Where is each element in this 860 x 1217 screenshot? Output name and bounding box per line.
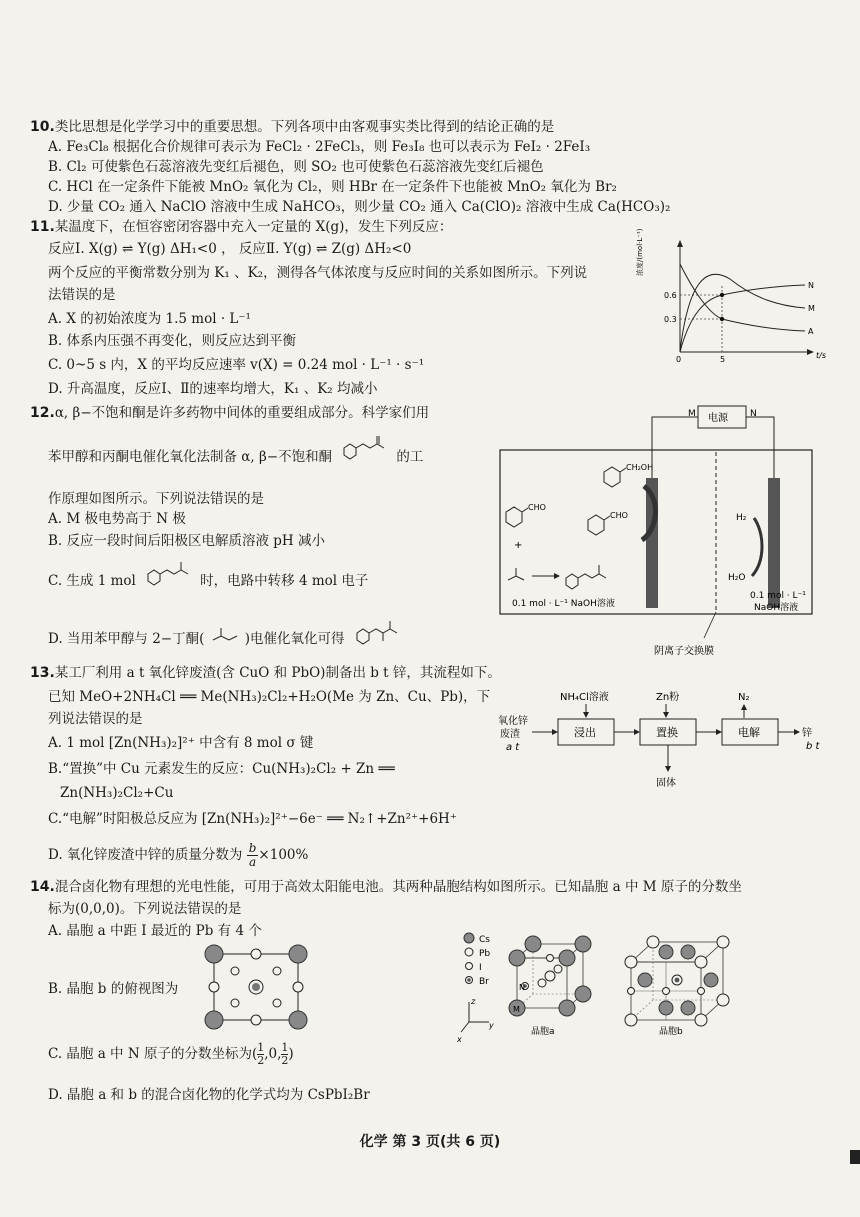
svg-text:NaOH溶液: NaOH溶液 bbox=[754, 603, 799, 613]
q14-stem1: 14.混合卤化物有理想的光电性能，可用于高效太阳能电池。其两种晶胞结构如图所示。已知晶胞 a 中 M 原子的分数坐 bbox=[30, 879, 742, 895]
q13-option-b1: B.“置换”中 Cu 元素发生的反应：Cu(NH₃)₂Cl₂ + Zn ══ bbox=[48, 761, 395, 777]
q13-stem3: 列说法错误的是 bbox=[48, 711, 143, 727]
q13-option-a: A. 1 mol [Zn(NH₃)₂]²⁺ 中含有 8 mol σ 键 bbox=[48, 735, 314, 751]
svg-text:Zn粉: Zn粉 bbox=[656, 692, 680, 703]
svg-text:x: x bbox=[457, 1035, 462, 1044]
svg-text:M: M bbox=[688, 409, 696, 419]
q12-stem2: 苯甲醇和丙酮电催化氧化法制备 α, β−不饱和酮 的工 bbox=[48, 448, 423, 466]
curve-n bbox=[680, 285, 805, 352]
svg-text:Br: Br bbox=[479, 977, 489, 987]
q10-stem: 10.类比思想是化学学习中的重要思想。下列各项中由客观事实类比得到的结论正确的是 bbox=[30, 119, 555, 135]
q14-option-b: B. 晶胞 b 的俯视图为 bbox=[48, 981, 179, 997]
graph-y-tick-06: 0.6 bbox=[664, 291, 677, 300]
svg-text:+: + bbox=[514, 540, 523, 551]
svg-text:置换: 置换 bbox=[656, 726, 678, 739]
svg-text:Cs: Cs bbox=[479, 935, 490, 945]
cell-b-top-view bbox=[200, 944, 312, 1030]
q10-option-a: A. Fe₃Cl₈ 根据化合价规律可表示为 FeCl₂ · 2FeCl₃，则 Fe₃I₈ 也可以表示为 FeI₂ · 2FeI₃ bbox=[48, 139, 591, 155]
svg-text:CH₂OH: CH₂OH bbox=[626, 463, 654, 472]
svg-text:N₂: N₂ bbox=[738, 692, 750, 703]
q11-option-d: D. 升高温度，反应Ⅰ、Ⅱ的速率均增大，K₁ 、K₂ 均减小 bbox=[48, 381, 378, 397]
svg-text:晶胞a: 晶胞a bbox=[531, 1027, 555, 1037]
cathode-electrode bbox=[768, 478, 780, 608]
q10-option-b: B. Cl₂ 可使紫色石蕊溶液先变红后褪色，则 SO₂ 也可使紫色石蕊溶液先变红后褪色 bbox=[48, 159, 544, 175]
q12-stem1: 12.α, β−不饱和酮是许多药物中间体的重要组成部分。科学家们用 bbox=[30, 405, 430, 421]
methyl-enone-structure-icon bbox=[349, 617, 409, 647]
svg-text:0.1 mol · L⁻¹ NaOH溶液: 0.1 mol · L⁻¹ NaOH溶液 bbox=[512, 599, 615, 609]
q11-line3: 法错误的是 bbox=[48, 287, 116, 303]
svg-text:浸出: 浸出 bbox=[574, 726, 596, 739]
svg-text:氧化锌: 氧化锌 bbox=[498, 716, 528, 727]
q12-option-c: C. 生成 1 mol 时，电路中转移 4 mol 电子 bbox=[48, 572, 368, 590]
enone-structure-icon-c bbox=[140, 560, 200, 590]
q11-option-c: C. 0~5 s 内，X 的平均反应速率 v(X) = 0.24 mol · L⁻¹ · s⁻¹ bbox=[48, 357, 425, 373]
q11-line2: 两个反应的平衡常数分别为 K₁ 、K₂，测得各气体浓度与反应时间的关系如图所示。下列说 bbox=[48, 265, 588, 281]
mass-fraction: $\frac{b}{a}$ bbox=[248, 841, 257, 869]
q14-stem2: 标为(0,0,0)。下列说法错误的是 bbox=[48, 901, 242, 917]
cell-b bbox=[625, 936, 729, 1037]
q14-option-d: D. 晶胞 a 和 b 的混合卤化物的化学式均为 CsPbI₂Br bbox=[48, 1087, 370, 1103]
svg-text:晶胞b: 晶胞b bbox=[659, 1027, 683, 1037]
curve-label-n: N bbox=[808, 281, 814, 290]
svg-text:电解: 电解 bbox=[738, 726, 760, 739]
svg-text:M: M bbox=[513, 1005, 520, 1014]
page-footer: 化学 第 3 页(共 6 页) bbox=[359, 1134, 501, 1150]
svg-text:废渣: 废渣 bbox=[500, 729, 520, 740]
q13-process-flowchart bbox=[490, 688, 830, 808]
q12-option-d: D. 当用苯甲醇与 2−丁酮( )电催化氧化可得 bbox=[48, 630, 409, 648]
svg-text:0.1 mol · L⁻¹: 0.1 mol · L⁻¹ bbox=[750, 591, 806, 601]
q11-concentration-graph bbox=[636, 228, 832, 368]
svg-text:电源: 电源 bbox=[708, 413, 728, 424]
svg-text:y: y bbox=[489, 1021, 494, 1030]
q12-option-a: A. M 极电势高于 N 极 bbox=[48, 511, 186, 527]
q13-option-c: C.“电解”时阳极总反应为 [Zn(NH₃)₂]²⁺−6e⁻ ══ N₂↑+Zn²⁺+6H⁺ bbox=[48, 811, 457, 827]
edge-mark bbox=[850, 1150, 860, 1164]
svg-text:CHO: CHO bbox=[528, 503, 546, 512]
q10-option-c: C. HCl 在一定条件下能被 MnO₂ 氧化为 Cl₂，则 HBr 在一定条件下也能被 MnO₂ 氧化为 Br₂ bbox=[48, 179, 617, 195]
enone-structure-icon bbox=[336, 434, 396, 464]
q12-electrolysis-cell bbox=[492, 400, 818, 666]
q11-stem: 11.某温度下，在恒容密闭容器中充入一定量的 X(g)，发生下列反应： bbox=[30, 219, 453, 235]
graph-ylabel: 浓度/(mol·L⁻¹) bbox=[636, 228, 644, 276]
graph-x-tick: 5 bbox=[720, 355, 726, 364]
q13-stem1: 13.某工厂利用 a t 氧化锌废渣(含 CuO 和 PbO)制备出 b t 锌，其流程如下。 bbox=[30, 665, 501, 681]
svg-text:I: I bbox=[479, 963, 482, 973]
q14-option-a: A. 晶胞 a 中距 I 最近的 Pb 有 4 个 bbox=[48, 923, 262, 939]
graph-xlabel: t/s bbox=[816, 351, 826, 360]
svg-text:a t: a t bbox=[506, 742, 520, 753]
svg-text:N: N bbox=[750, 409, 757, 419]
svg-text:锌: 锌 bbox=[802, 728, 812, 739]
svg-text:b t: b t bbox=[806, 741, 820, 752]
svg-text:N: N bbox=[519, 983, 525, 992]
svg-text:CHO: CHO bbox=[610, 511, 628, 520]
svg-text:阴离子交换膜: 阴离子交换膜 bbox=[654, 646, 714, 657]
q11-option-b: B. 体系内压强不再变化，则反应达到平衡 bbox=[48, 333, 297, 349]
q13-option-d: D. 氧化锌废渣中锌的质量分数为 $\frac{b}{a}$ ×100% bbox=[48, 841, 309, 869]
q10-option-d: D. 少量 CO₂ 通入 NaClO 溶液中生成 NaHCO₃，则少量 CO₂ 通入 Ca(ClO)₂ 溶液中生成 Ca(HCO₃)₂ bbox=[48, 199, 671, 215]
cell-a bbox=[509, 936, 591, 1037]
graph-y-tick-03: 0.3 bbox=[664, 315, 677, 324]
q14-option-c: C. 晶胞 a 中 N 原子的分数坐标为( $\frac{1}{2}$ ,0, $\frac{1}{2}$ ) bbox=[48, 1041, 294, 1067]
svg-text:z: z bbox=[471, 997, 476, 1006]
q13-option-b2: Zn(NH₃)₂Cl₂+Cu bbox=[60, 785, 174, 801]
svg-text:Pb: Pb bbox=[479, 949, 491, 959]
graph-origin: 0 bbox=[676, 355, 682, 364]
svg-text:H₂: H₂ bbox=[736, 513, 747, 523]
butanone-structure-icon bbox=[209, 624, 245, 646]
q14-crystal-cells bbox=[455, 928, 835, 1078]
q12-stem3: 作原理如图所示。下列说法错误的是 bbox=[48, 491, 264, 507]
q11-reactions: 反应Ⅰ. X(g) ⇌ Y(g) ΔH₁<0 ， 反应Ⅱ. Y(g) ⇌ Z(g) ΔH₂<0 bbox=[48, 241, 412, 257]
curve-label-m: M bbox=[808, 304, 815, 313]
q13-stem2: 已知 MeO+2NH₄Cl ══ Me(NH₃)₂Cl₂+H₂O(Me 为 Zn、Cu、Pb)，下 bbox=[48, 689, 491, 705]
q11-option-a: A. X 的初始浓度为 1.5 mol · L⁻¹ bbox=[48, 311, 251, 327]
curve-a bbox=[680, 264, 805, 331]
svg-text:固体: 固体 bbox=[656, 778, 676, 789]
q12-option-b: B. 反应一段时间后阳极区电解质溶液 pH 减小 bbox=[48, 533, 325, 549]
svg-text:NH₄Cl溶液: NH₄Cl溶液 bbox=[560, 692, 609, 703]
svg-text:H₂O: H₂O bbox=[728, 573, 746, 583]
curve-label-a: A bbox=[808, 327, 814, 336]
